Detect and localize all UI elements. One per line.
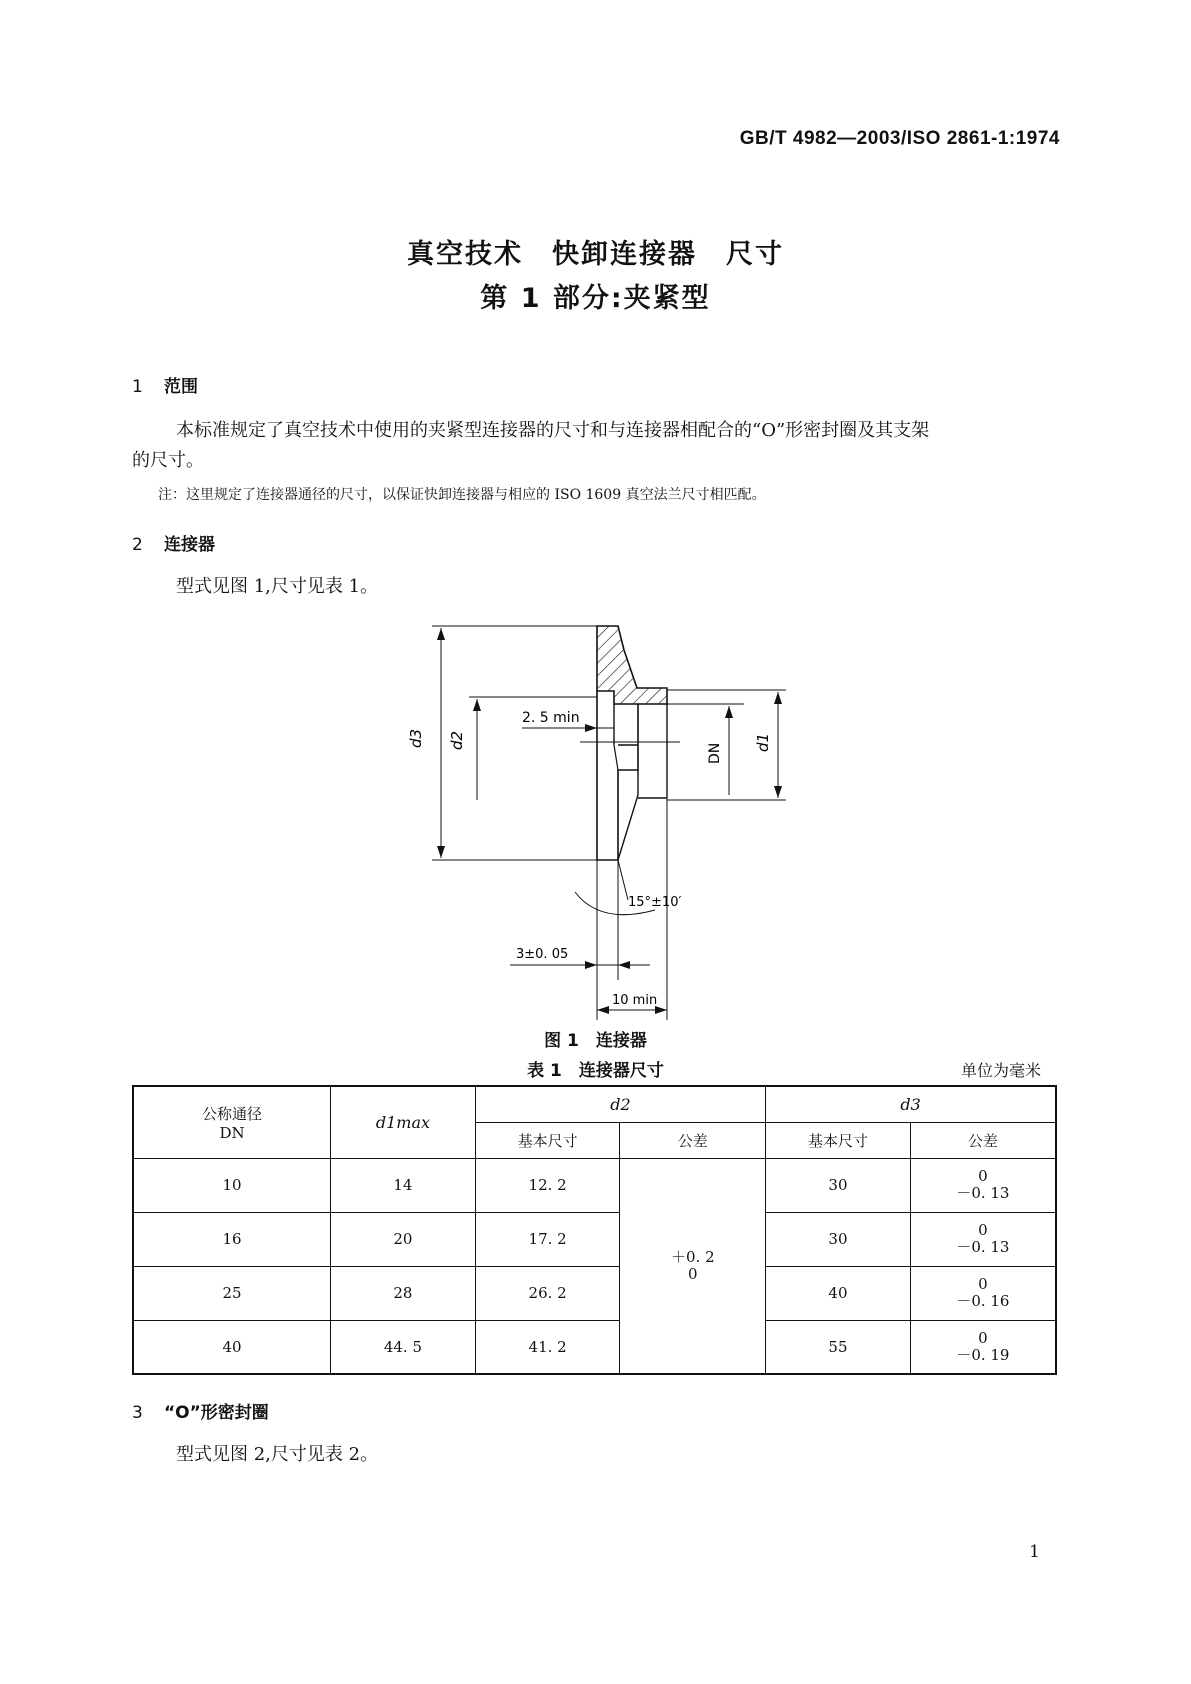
- section-1-number: 1: [132, 377, 143, 397]
- section-1-body-line2: 的尺寸。: [132, 450, 204, 471]
- section-3-title: “O”形密封圈: [164, 1403, 269, 1423]
- label-2-5-min: 2. 5 min: [522, 710, 580, 726]
- header-d2-basic: 基本尺寸: [475, 1122, 620, 1158]
- header-d3: d3: [766, 1086, 1056, 1122]
- label-3-tolerance: 3±0. 05: [516, 947, 569, 962]
- label-angle: 15°±10′: [628, 895, 682, 910]
- table-row: 40 44. 5 41. 2 55 0 －0. 19: [133, 1320, 1056, 1374]
- label-d2: d2: [448, 730, 466, 750]
- header-d3-tolerance: 公差: [910, 1122, 1056, 1158]
- section-2-title: 连接器: [164, 535, 215, 555]
- figure-1-caption: 图 1 连接器: [544, 1031, 647, 1051]
- standard-code: GB/T 4982—2003/ISO 2861-1:1974: [739, 128, 1060, 149]
- table-row: 16 20 17. 2 30 0 －0. 13: [133, 1212, 1056, 1266]
- label-d3: d3: [407, 728, 425, 748]
- table-row: 25 28 26. 2 40 0 －0. 16: [133, 1266, 1056, 1320]
- table-row: 10 14 12. 2 ＋0. 2 0 30 0 －0. 13: [133, 1158, 1056, 1212]
- label-d1: d1: [754, 732, 772, 752]
- header-d2-tolerance: 公差: [620, 1122, 766, 1158]
- header-d3-basic: 基本尺寸: [766, 1122, 911, 1158]
- document-title: 真空技术 快卸连接器 尺寸: [407, 239, 784, 270]
- header-d2: d2: [475, 1086, 765, 1122]
- document-subtitle: 第 1 部分:夹紧型: [480, 283, 711, 314]
- table-1-caption: 表 1 连接器尺寸: [527, 1061, 664, 1081]
- table-1: [132, 1085, 1057, 1375]
- section-3-heading: [132, 1398, 269, 1423]
- header-dn: 公称通径 DN: [133, 1086, 331, 1158]
- section-1-title: 范围: [164, 377, 198, 397]
- section-2-body: 型式见图 1,尺寸见表 1。: [176, 576, 379, 597]
- section-3-number: 3: [132, 1403, 143, 1423]
- d2-tolerance-cell: ＋0. 2 0: [620, 1158, 766, 1374]
- flange-body-outline: [597, 691, 638, 860]
- table-1-unit: 单位为毫米: [960, 1061, 1041, 1080]
- section-1-body-line1: 本标准规定了真空技术中使用的夹紧型连接器的尺寸和与连接器相配合的“O”形密封圈及其支架: [176, 420, 930, 441]
- section-2-number: 2: [132, 535, 143, 555]
- page-number: 1: [1029, 1542, 1040, 1562]
- header-d1max: d1max: [331, 1086, 476, 1158]
- section-1-note: 注：这里规定了连接器通径的尺寸，以保证快卸连接器与相应的 ISO 1609 真空法兰尺寸相匹配。: [158, 487, 766, 503]
- flange-section-hatched: [597, 626, 667, 704]
- label-dn: DN: [707, 742, 723, 764]
- section-3-body: 型式见图 2,尺寸见表 2。: [176, 1444, 379, 1465]
- label-10-min: 10 min: [612, 993, 658, 1008]
